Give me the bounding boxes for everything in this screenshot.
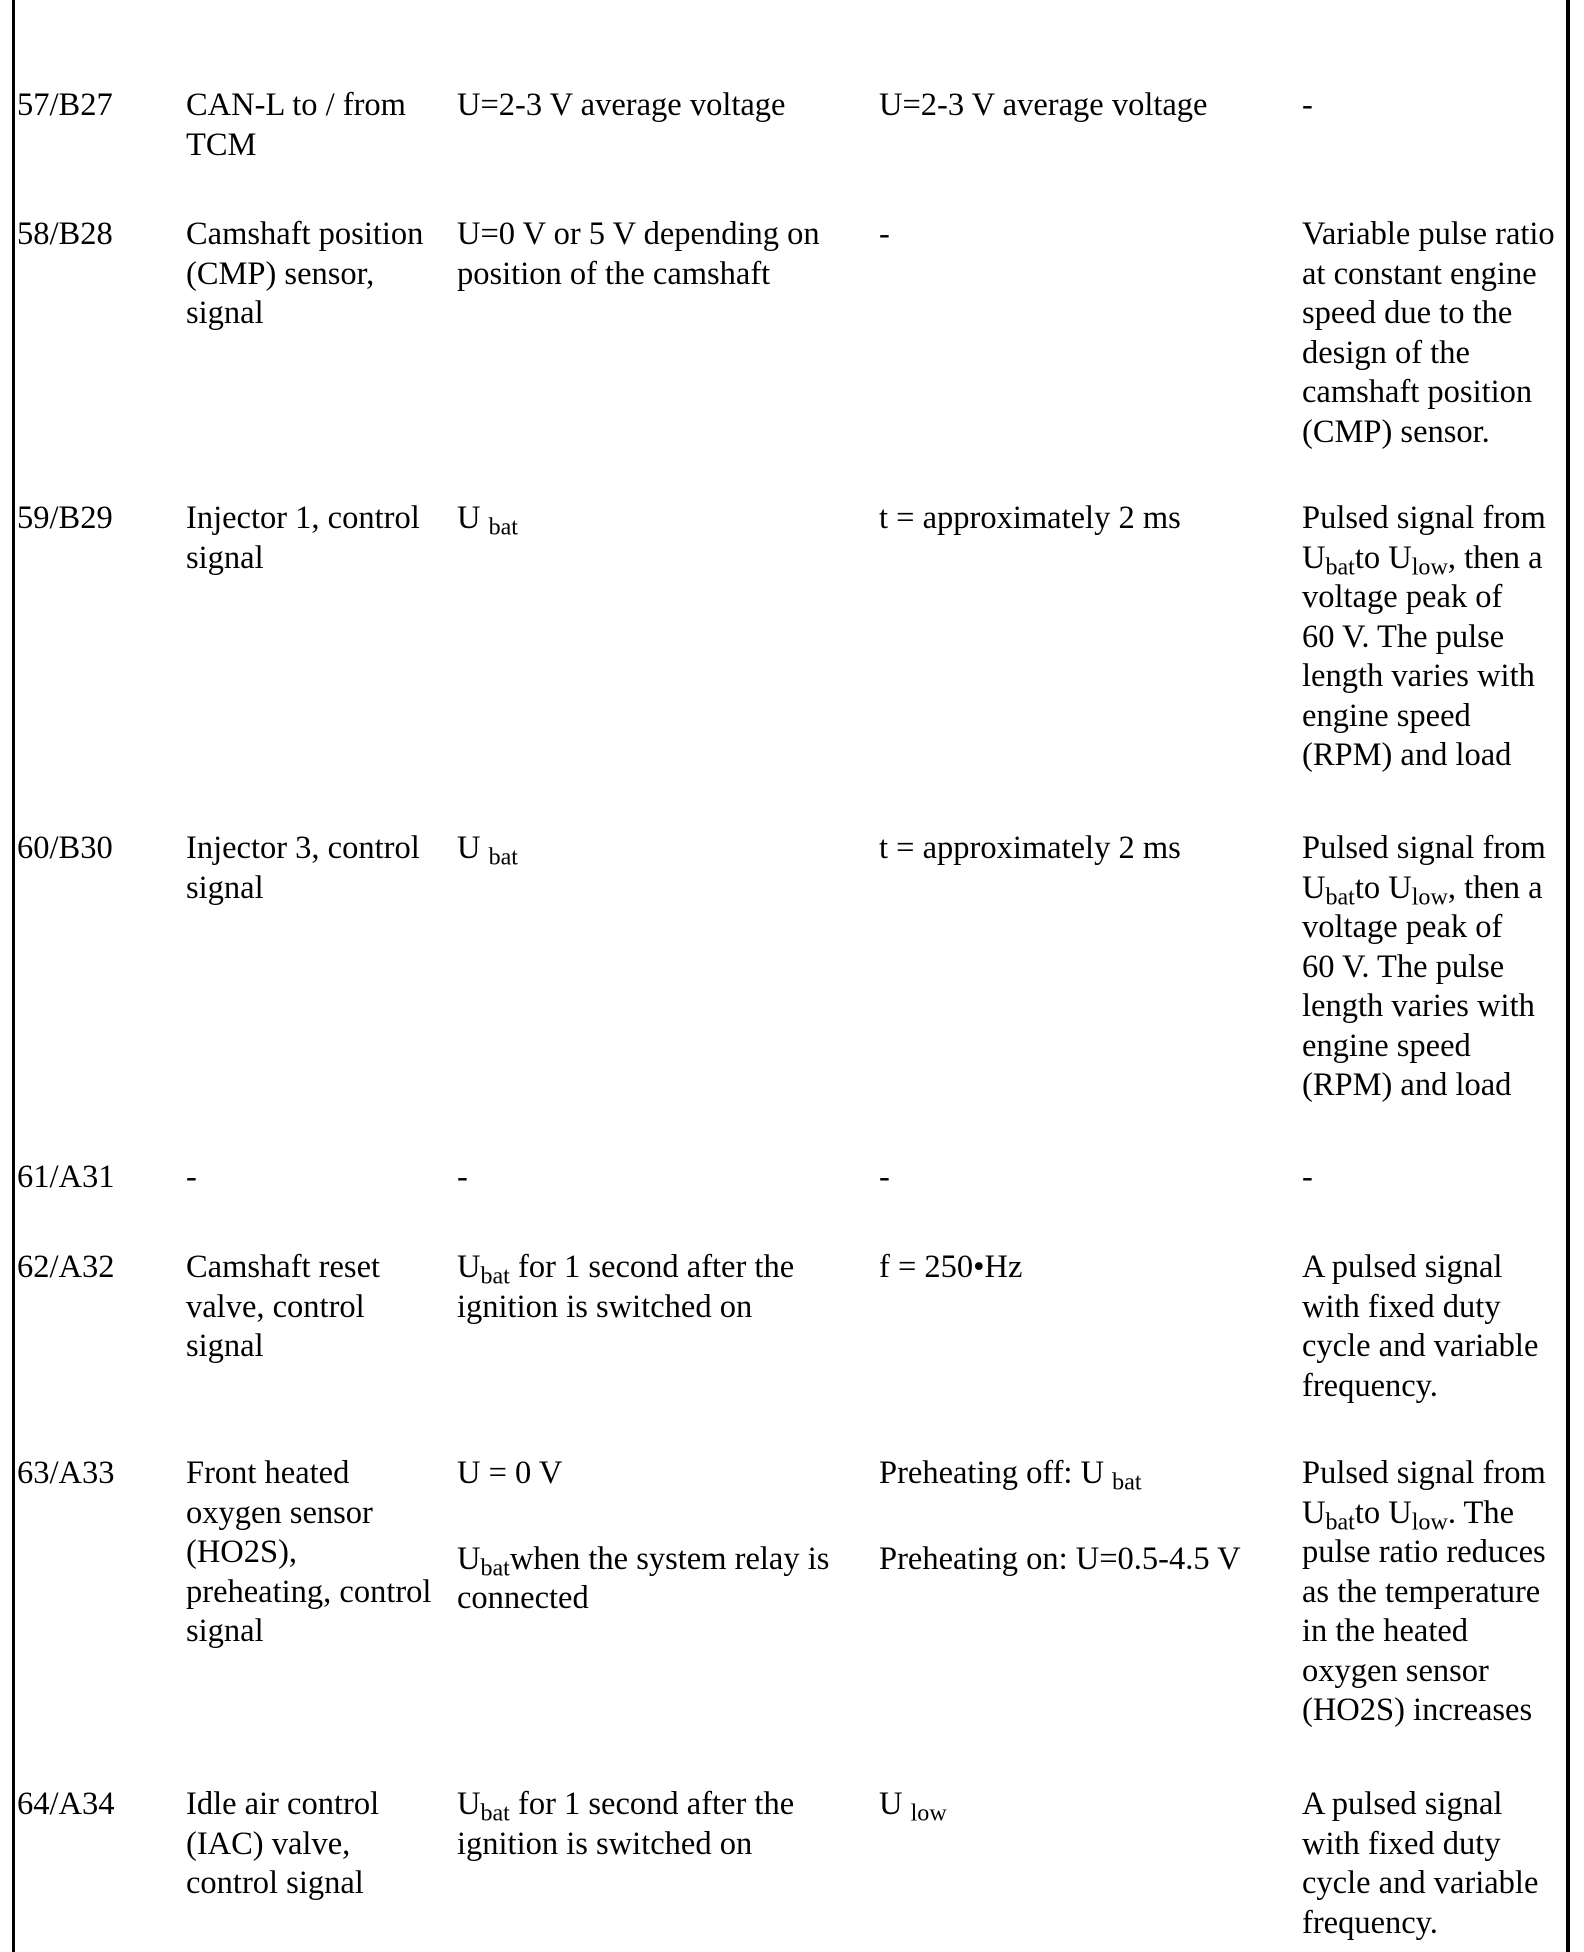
cell-paragraph <box>186 1454 431 1652</box>
cell-paragraph <box>17 1158 115 1198</box>
value-engine-running <box>879 215 890 255</box>
text-segment: when the system relay is <box>509 1540 830 1577</box>
subscript: bat <box>480 1555 510 1582</box>
subscript: low <box>1411 1509 1448 1536</box>
cell-paragraph <box>457 1248 794 1327</box>
text-line: - <box>879 1159 890 1195</box>
text-segment: U <box>1302 1494 1326 1531</box>
text-line: oxygen sensor <box>186 1494 373 1531</box>
pin-number <box>17 1785 115 1825</box>
text-line: signal <box>186 295 264 331</box>
text-line: Pulsed signal from <box>1302 1455 1546 1491</box>
text-line: (HO2S) increases <box>1302 1692 1533 1728</box>
cell-paragraph <box>17 215 113 255</box>
cell-paragraph <box>879 1158 890 1198</box>
signal-description <box>186 829 420 908</box>
text-line: 57/B27 <box>17 87 113 123</box>
cell-paragraph <box>17 1454 115 1494</box>
pin-number <box>17 1158 115 1198</box>
text-line: pulse ratio reduces <box>1302 1534 1546 1570</box>
cell-paragraph <box>186 1248 380 1367</box>
text-line: with fixed duty <box>1302 1288 1501 1325</box>
subscript: bat <box>1325 554 1355 581</box>
text-line: 58/B28 <box>17 216 113 252</box>
cell-paragraph <box>1302 829 1546 1106</box>
text-line: t = approximately 2 ms <box>879 500 1181 536</box>
signal-description <box>186 499 420 578</box>
text-line: Variable pulse ratio <box>1302 216 1555 252</box>
value-ignition-on <box>457 1248 794 1327</box>
pin-number <box>17 215 113 255</box>
text-segment: to U <box>1354 1494 1412 1531</box>
text-line: t = approximately 2 ms <box>879 830 1181 866</box>
signal-description <box>186 215 423 334</box>
remarks <box>1302 86 1313 126</box>
text-segment: U <box>457 500 489 536</box>
text-line: - <box>1302 87 1313 123</box>
text-line: 62/A32 <box>17 1249 115 1285</box>
text-line: cycle and variable <box>1302 1328 1539 1364</box>
cell-paragraph <box>879 1540 1241 1580</box>
remarks <box>1302 499 1546 776</box>
text-line <box>1302 1494 1546 1534</box>
text-line: voltage peak of <box>1302 909 1503 945</box>
text-segment: U <box>457 1786 481 1822</box>
text-line <box>879 1454 1241 1494</box>
text-segment: for 1 second after the <box>509 1786 795 1822</box>
signal-description <box>186 1158 197 1198</box>
text-line: oxygen sensor <box>1302 1652 1489 1689</box>
text-line: A pulsed signal <box>1302 1786 1503 1822</box>
text-line <box>457 499 518 539</box>
cell-paragraph <box>186 215 423 334</box>
signal-description <box>186 1248 380 1367</box>
text-line: - <box>186 1159 197 1195</box>
text-line: ignition is switched on <box>457 1288 753 1325</box>
cell-paragraph <box>1302 1454 1546 1731</box>
value-ignition-on <box>457 1158 468 1198</box>
text-line <box>457 1248 794 1288</box>
text-line: (IAC) valve, <box>186 1825 351 1862</box>
text-segment: U <box>1302 539 1326 576</box>
text-line: U = 0 V <box>457 1455 563 1491</box>
text-line: (HO2S), <box>186 1534 298 1570</box>
text-line: signal <box>186 1613 264 1649</box>
text-line: 61/A31 <box>17 1159 115 1195</box>
text-line: voltage peak of <box>1302 579 1503 615</box>
text-line: Camshaft reset <box>186 1249 381 1285</box>
subscript: bat <box>1325 884 1355 911</box>
text-segment: U <box>457 1540 481 1577</box>
cell-paragraph <box>457 215 820 294</box>
text-line: 64/A34 <box>17 1786 115 1822</box>
text-line: 59/B29 <box>17 500 113 536</box>
cell-paragraph <box>17 1785 115 1825</box>
text-segment: U <box>457 830 489 866</box>
text-line: Camshaft position <box>186 216 424 252</box>
text-line: Front heated <box>186 1455 350 1491</box>
cell-paragraph <box>457 499 518 539</box>
signal-description <box>186 1454 431 1652</box>
text-line: length varies with <box>1302 988 1535 1024</box>
text-line: - <box>879 216 890 252</box>
value-engine-running <box>879 1454 1241 1579</box>
cell-paragraph <box>186 829 420 908</box>
text-line: signal <box>186 1328 264 1364</box>
text-line: speed due to the <box>1302 295 1513 331</box>
value-engine-running <box>879 1248 1022 1288</box>
text-line <box>457 1540 829 1580</box>
remarks <box>1302 1158 1313 1198</box>
cell-paragraph <box>879 499 1181 539</box>
text-line: camshaft position <box>1302 374 1533 410</box>
text-segment: U <box>1302 869 1326 906</box>
value-engine-running <box>879 1785 947 1825</box>
text-line: cycle and variable <box>1302 1865 1539 1901</box>
remarks <box>1302 1454 1546 1731</box>
text-segment: , then a <box>1447 869 1543 906</box>
subscript: bat <box>488 514 518 541</box>
text-line <box>457 1785 794 1825</box>
value-engine-running <box>879 1158 890 1198</box>
remarks <box>1302 215 1555 452</box>
text-segment: to U <box>1354 539 1412 576</box>
value-ignition-on <box>457 1785 794 1864</box>
cell-paragraph <box>457 86 785 126</box>
cell-paragraph <box>879 1248 1022 1288</box>
text-line: design of the <box>1302 334 1470 371</box>
pin-number <box>17 1454 115 1494</box>
text-segment: . The <box>1447 1494 1515 1531</box>
text-line: (RPM) and load <box>1302 737 1512 773</box>
text-line: Injector 3, control <box>186 830 420 866</box>
text-segment: , then a <box>1447 539 1543 576</box>
text-line: frequency. <box>1302 1367 1438 1404</box>
text-line: 60 V. The pulse <box>1302 948 1505 985</box>
text-line: engine speed <box>1302 1027 1471 1064</box>
text-segment: to U <box>1354 869 1412 906</box>
cell-paragraph <box>1302 215 1555 452</box>
value-ignition-on <box>457 215 820 294</box>
text-segment: for 1 second after the <box>509 1249 795 1285</box>
signal-description <box>186 86 406 165</box>
text-line: - <box>457 1159 468 1195</box>
text-line: valve, control <box>186 1288 365 1325</box>
cell-paragraph <box>1302 1248 1538 1406</box>
cell-paragraph <box>1302 86 1313 126</box>
cell-paragraph <box>879 215 890 255</box>
cell-paragraph <box>879 1785 947 1825</box>
signal-description <box>186 1785 379 1904</box>
text-line: in the heated <box>1302 1613 1469 1649</box>
text-line: (RPM) and load <box>1302 1067 1512 1103</box>
subscript: low <box>910 1800 947 1827</box>
text-segment: U <box>879 1786 911 1822</box>
cell-paragraph <box>879 1454 1241 1494</box>
pin-number <box>17 1248 115 1288</box>
text-line: position of the camshaft <box>457 255 771 292</box>
cell-paragraph <box>17 829 113 869</box>
remarks <box>1302 829 1546 1106</box>
pin-number <box>17 86 113 126</box>
cell-paragraph <box>1302 1785 1538 1943</box>
subscript: low <box>1411 884 1448 911</box>
text-line: Injector 1, control <box>186 500 420 536</box>
text-line: at constant engine <box>1302 255 1537 292</box>
text-line: CAN-L to / from <box>186 87 406 123</box>
value-engine-running <box>879 829 1181 869</box>
cell-paragraph <box>1302 1158 1313 1198</box>
text-line: Preheating on: U=0.5-4.5 V <box>879 1540 1241 1577</box>
cell-paragraph <box>457 1158 468 1198</box>
text-line: with fixed duty <box>1302 1825 1501 1862</box>
text-line: TCM <box>186 126 257 163</box>
remarks <box>1302 1785 1538 1943</box>
text-line: ignition is switched on <box>457 1825 753 1862</box>
cell-paragraph <box>186 1785 379 1904</box>
text-line: A pulsed signal <box>1302 1249 1503 1285</box>
cell-paragraph <box>457 1540 829 1619</box>
cell-paragraph <box>17 499 113 539</box>
text-line: (CMP) sensor. <box>1302 413 1490 450</box>
text-line: 60/B30 <box>17 830 113 866</box>
text-line: frequency. <box>1302 1904 1438 1941</box>
text-line <box>879 1785 947 1825</box>
text-line: Pulsed signal from <box>1302 500 1546 536</box>
subscript: bat <box>488 844 518 871</box>
subscript: bat <box>480 1263 510 1290</box>
text-line: connected <box>457 1580 589 1616</box>
text-line: control signal <box>186 1865 364 1901</box>
text-line: U=0 V or 5 V depending on <box>457 216 820 252</box>
pin-number <box>17 499 113 539</box>
cell-paragraph <box>457 829 518 869</box>
text-line: Pulsed signal from <box>1302 830 1546 866</box>
text-line: 60 V. The pulse <box>1302 618 1505 655</box>
text-line: U=2-3 V average voltage <box>879 87 1208 123</box>
text-line: Idle air control <box>186 1786 380 1822</box>
text-segment: Preheating off: U <box>879 1455 1113 1491</box>
value-ignition-on <box>457 1454 829 1619</box>
text-line <box>1302 539 1546 579</box>
value-engine-running <box>879 86 1207 126</box>
text-line <box>457 829 518 869</box>
pin-number <box>17 829 113 869</box>
subscript: low <box>1411 554 1448 581</box>
text-line: length varies with <box>1302 658 1535 694</box>
subscript: bat <box>1325 1509 1355 1536</box>
text-line: signal <box>186 539 264 576</box>
text-line: as the temperature <box>1302 1573 1541 1610</box>
cell-paragraph <box>457 1785 794 1864</box>
cell-paragraph <box>186 499 420 578</box>
text-line: (CMP) sensor, <box>186 255 375 292</box>
cell-paragraph <box>186 1158 197 1198</box>
text-line: f = 250•Hz <box>879 1249 1023 1285</box>
cell-paragraph <box>457 1454 829 1494</box>
value-engine-running <box>879 499 1181 539</box>
cell-paragraph <box>879 86 1207 126</box>
text-line: - <box>1302 1159 1313 1195</box>
cell-paragraph <box>1302 499 1546 776</box>
value-ignition-on <box>457 499 518 539</box>
text-line: preheating, control <box>186 1573 432 1610</box>
remarks <box>1302 1248 1538 1406</box>
subscript: bat <box>1112 1469 1142 1496</box>
subscript: bat <box>480 1800 510 1827</box>
cell-paragraph <box>17 1248 115 1288</box>
cell-paragraph <box>879 829 1181 869</box>
text-line: U=2-3 V average voltage <box>457 87 786 123</box>
text-line: 63/A33 <box>17 1455 115 1491</box>
text-segment: U <box>457 1249 481 1285</box>
text-line: signal <box>186 869 264 906</box>
text-line <box>1302 869 1546 909</box>
cell-paragraph <box>186 86 406 165</box>
value-ignition-on <box>457 829 518 869</box>
text-line: engine speed <box>1302 697 1471 734</box>
cell-paragraph <box>17 86 113 126</box>
value-ignition-on <box>457 86 785 126</box>
